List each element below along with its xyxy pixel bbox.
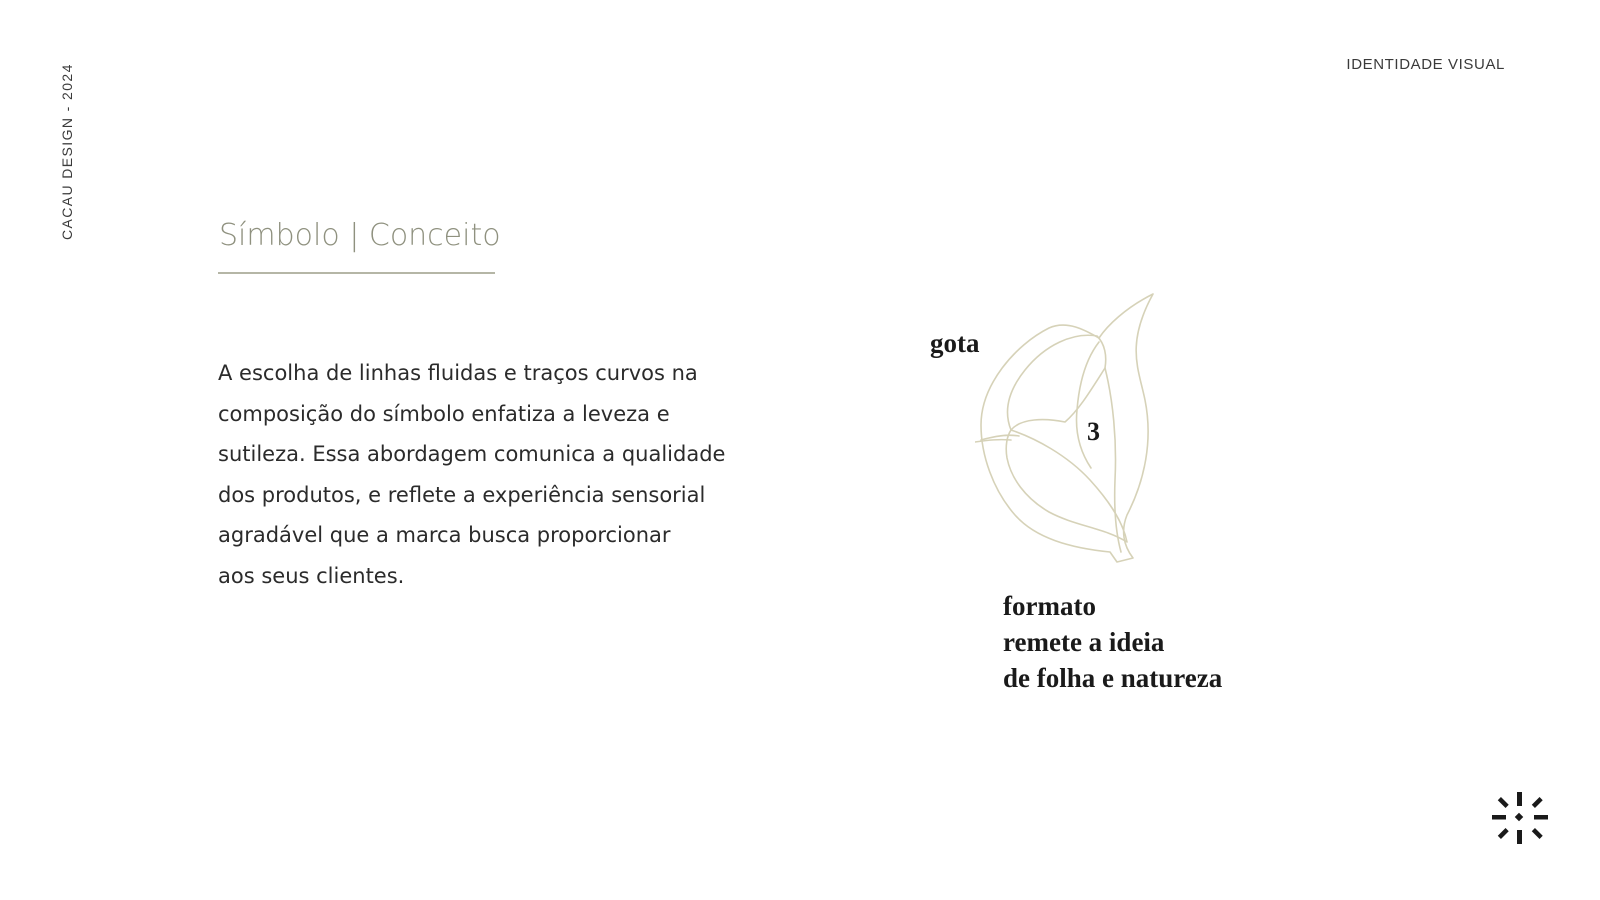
paragraph-line: sutileza. Essa abordagem comunica a qualidade: [218, 442, 726, 466]
side-brand-label: CACAU DESIGN - 2024: [59, 63, 75, 240]
annotation-gota: gota: [930, 328, 980, 358]
section-label: IDENTIDADE VISUAL: [1346, 56, 1505, 73]
annotation-line: de folha e natureza: [1003, 663, 1223, 693]
annotation-number: 3: [1087, 417, 1100, 446]
page-title: Símbolo | Conceito: [219, 218, 501, 253]
sparkle-burst-logo-icon: [1490, 788, 1550, 848]
annotation-description: [1003, 588, 1222, 696]
paragraph-line: A escolha de linhas fluidas e traços curvos na: [218, 361, 698, 385]
leaf-drop-symbol-icon: [975, 290, 1185, 580]
title-underline: [218, 272, 495, 274]
paragraph-line: dos produtos, e reflete a experiência sensorial: [218, 482, 706, 507]
concept-paragraph: [218, 353, 738, 596]
paragraph-line: aos seus clientes.: [218, 563, 405, 588]
paragraph-line: composição do símbolo enfatiza a leveza e: [218, 401, 670, 426]
annotation-line: formato: [1003, 591, 1096, 621]
paragraph-line: agradável que a marca busca proporcionar: [218, 523, 671, 547]
annotation-line: remete a ideia: [1003, 627, 1165, 657]
